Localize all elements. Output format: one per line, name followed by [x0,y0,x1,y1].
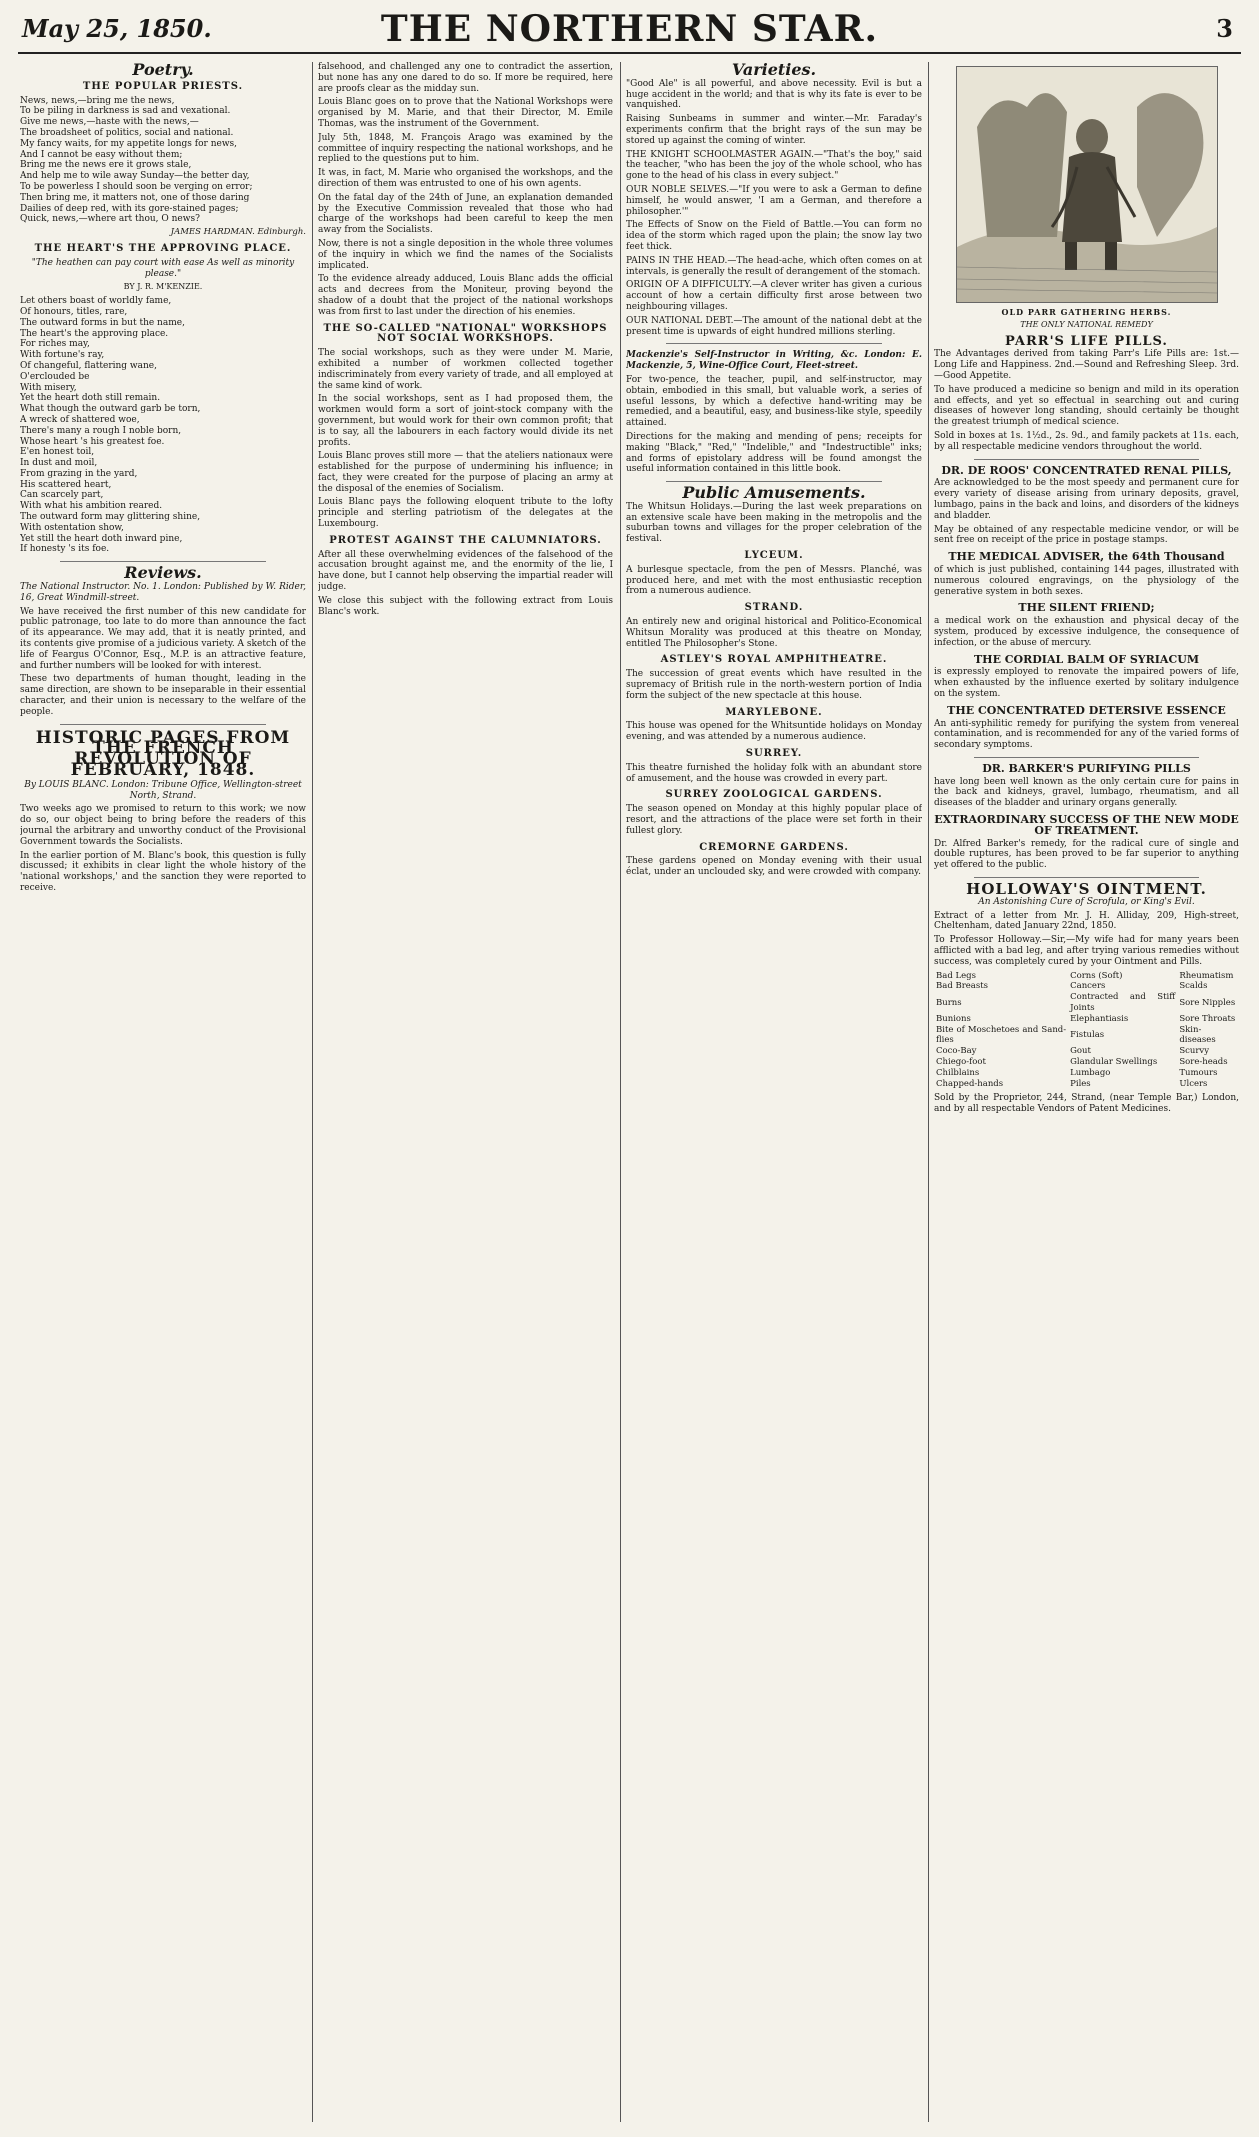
section-separator [666,343,882,344]
ad-title: DR. BARKER'S PURIFYING PILLS [982,761,1191,775]
article-paragraph: Now, there is not a single deposition in the whole three volumes of the inquiry in which we find the names of the Socialists implicated. [318,238,613,271]
ad-title: DR. DE ROOS' CONCENTRATED RENAL PILLS, [941,463,1232,477]
column-4 [934,62,1239,2122]
ad-paragraph: An anti-syphilitic remedy for purifying the system from venereal contamination, and is recommended for any of the varied forms of secondary symptoms. [934,718,1239,751]
poem-title: THE POPULAR PRIESTS. [82,80,244,92]
table-cell: Sore-heads [1179,1057,1228,1068]
amusement-title: CREMORNE GARDENS. [699,841,849,853]
poem-line: With ostentation show, [20,522,124,533]
article-paragraph: July 5th, 1848, M. François Arago was examined by the committee of inquiry respecting the national workshops, and he replied to the questions put to him. [318,132,613,165]
poem-line: For riches may, [20,339,90,350]
section-separator [974,757,1199,758]
article-paragraph: In the earlier portion of M. Blanc's book, this question is fully discussed; it exhibits in clear light the whole history of the 'national workshops,' and the sanction they were reported to receive. [20,850,306,893]
table-cell: Rheumatism [1179,970,1234,981]
table-row [934,981,1239,992]
table-cell: Cancers [1070,981,1106,992]
ad-paragraph: is expressly employed to renovate the impaired powers of life, when exhausted by the influence exerted by solitary indulgence on the system. [934,667,1239,699]
table-cell: Sore Nipples [1179,997,1236,1008]
article-subhead: THE SO-CALLED "NATIONAL" WORKSHOPS NOT SOCIAL WORKSHOPS. [323,322,608,345]
section-separator [666,481,882,482]
poetry-heading: Poetry. [132,62,194,79]
poem-line: The outward forms in but the name, [20,317,185,328]
poem-line: Of honours, titles, rare, [20,306,128,317]
ad-paragraph: May be obtained of any respectable medicine vendor, or will be sent free on receipt of the price in postage stamps. [934,524,1239,546]
table-row [934,971,1239,982]
article-paragraph: It was, in fact, M. Marie who organised the workshops, and the direction of them was entrusted to one of his own agents. [318,168,613,189]
table-cell: Bunions [936,1013,971,1024]
article-paragraph: In the social workshops, sent as I had proposed them, the workmen would form a sort of joint-stock company with the government, but would work for their own common profit; that is to say, all the labourers in each factory would divide its net profits. [318,394,613,448]
table-cell: Chapped-hands [936,1078,1004,1089]
article-paragraph: Louis Blanc goes on to prove that the National Workshops were organised by M. Marie, and that their Director, M. Emile Thomas, was the instrument of the Government. [318,97,613,129]
ad-paragraph: of which is just published, containing 144 pages, illustrated with numerous coloured engravings, on the physiology of the generative system in both sexes. [934,564,1239,597]
article-paragraph: To the evidence already adduced, Louis Blanc adds the official acts and decrees from the Moniteur, proving beyond the shadow of a doubt that the project of the national workshops was from first to last under the direction of his enemies. [318,274,613,317]
table-row [934,1025,1239,1047]
amusement-title: LYCEUM. [744,550,804,562]
amusement-title: SURREY ZOOLOGICAL GARDENS. [665,789,883,801]
poem-line: Can scarcely part, [20,490,104,501]
review-paragraph: For two-pence, the teacher, pupil, and self-instructor, may obtain, embodied in this small, but valuable work, a series of useful lessons, by which a defective hand-writing may be remedied, and a beautiful, easy, and business-like style, speedily attained. [626,374,922,429]
article-body [318,348,613,530]
column-2 [318,62,613,2122]
old-parr-engraving [957,67,1217,302]
poem-line: And help me to wile away Sunday—the better day, [20,171,250,182]
column-divider [312,62,313,2122]
poem-line: The broadsheet of politics, social and national. [20,127,234,138]
table-cell: Chilblains [936,1067,980,1078]
varieties-list [626,79,922,338]
amusement-paragraph: These gardens opened on Monday evening with their usual éclat, under an unclouded sky, and were crowded with company. [626,856,922,878]
table-cell: Tumours [1179,1067,1218,1078]
column-divider [928,62,929,2122]
column-1 [20,62,306,2122]
poem-line: With misery, [20,382,77,393]
poem-line: Dailies of deep red, with its gore-stained pages; [20,203,239,214]
ad-paragraph: Dr. Alfred Barker's remedy, for the radical cure of single and double ruptures, has been proved to be far superior to anything yet offered to the public. [934,838,1239,871]
ad-footer: Sold by the Proprietor, 244, Strand, (near Temple Bar,) London, and by all respectable Vendors of Patent Medicines. [934,1093,1239,1115]
column-3 [626,62,922,2122]
poem-line: Of changeful, flattering wane, [20,360,157,371]
poem-title: THE HEART'S THE APPROVING PLACE. [34,242,292,254]
variety-item: ORIGIN OF A DIFFICULTY.—A clever writer has given a curious account of how a certain difficulty first arose between two neighbouring villages. [626,280,922,312]
poem-line: My fancy waits, for my appetite longs for news, [20,138,238,149]
article-paragraph: After all these overwhelming evidences of the falsehood of the accusation brought against me, and the enormity of the lie, I have done, but I cannot help observing the impartial reader will judge. [318,549,613,593]
table-cell: Glandular Swellings [1070,1057,1158,1068]
poem-line: Let others boast of worldly fame, [20,296,172,307]
table-cell: Ulcers [1179,1078,1208,1089]
ad-title: THE CONCENTRATED DETERSIVE ESSENCE [947,703,1226,717]
page-number: 3 [1216,14,1233,43]
header-rule [18,52,1241,54]
table-cell: Bite of Moschetoes and Sand-flies [936,1024,1067,1046]
table-cell: Skin-diseases [1179,1024,1216,1046]
amusement-paragraph: The Whitsun Holidays.—During the last week preparations on an extensive scale have been making in the metropolis and the suburban towns and villages for the proper celebration of the festival. [626,501,922,545]
section-separator [974,459,1199,460]
poem-line: News, news,—bring me the news, [20,95,175,106]
table-cell: Scalds [1179,981,1208,992]
poem-line: With what his ambition reared. [20,501,163,512]
table-row [934,992,1239,1014]
table-cell: Coco-Bay [936,1046,977,1057]
variety-item: Raising Sunbeams in summer and winter.—Mr. Faraday's experiments confirm that the bright rays of the sun may be stored up against the coming of winter. [626,114,922,146]
variety-item: PAINS IN THE HEAD.—The head-ache, which often comes on at intervals, is generally the result of derangement of the stomach. [626,255,922,277]
poem-line: Quick, news,—where art thou, O news? [20,214,200,225]
poem-line: In dust and moil, [20,458,98,469]
table-cell: Burns [936,997,962,1008]
poem-byline: JAMES HARDMAN. Edinburgh. [170,227,306,238]
ad-subtitle: An Astonishing Cure of Scrofula, or King's Evil. [978,896,1195,907]
ad-paragraph: Sold in boxes at 1s. 1½d., 2s. 9d., and family packets at 11s. each, by all respectable medicine vendors throughout the world. [934,430,1239,452]
poem-line: Yet the heart doth still remain. [20,393,161,404]
table-row [934,1068,1239,1079]
amusement-paragraph: The succession of great events which have resulted in the supremacy of British rule in the north-western portion of India form the subject of the new spectacle at this house. [626,669,922,701]
amusement-paragraph: The season opened on Monday at this highly popular place of resort, and the attractions of the place were set forth in their fullest glory. [626,804,922,836]
reviews-heading: Reviews. [124,563,202,583]
column-divider [620,62,621,2122]
poem-line: Whose heart 's his greatest foe. [20,436,165,447]
review-title: The National Instructor. No. 1. London: Published by W. Rider, 16, Great Windmill-street. [20,582,306,603]
table-cell: Corns (Soft) [1070,970,1123,981]
ad-title: HOLLOWAY'S OINTMENT. [966,880,1207,899]
masthead [0,0,1259,58]
table-cell: Sore Throats [1179,1013,1236,1024]
poem-line: If honesty 's its foe. [20,544,110,555]
amusements-list [626,502,922,878]
amusement-title: SURREY. [745,748,803,760]
poem-line: Give me news,—haste with the news,— [20,117,199,128]
poem-line: And I cannot be easy without them; [20,149,183,160]
table-cell: Gout [1070,1046,1091,1057]
ad-paragraph: a medical work on the exhaustion and physical decay of the system, produced by excessive indulgence, the consequence of infection, or the abuse of mercury. [934,616,1239,648]
ad-title: THE MEDICAL ADVISER, the 64th Thousand [948,550,1225,564]
review-paragraph: We have received the first number of this new candidate for public patronage, too late to do more than announce the fact of its appearance. We may add, that it is neatly printed, and its contents give promise of a judicious variety. A sketch of the life of Feargus O'Connor, Esq., M.P. is an attractive feature, and further numbers will be looked for with interest. [20,606,306,671]
table-cell: Bad Legs [936,970,976,981]
table-cell: Bad Breasts [936,981,989,992]
amusement-title: ASTLEY'S ROYAL AMPHITHEATRE. [660,654,888,666]
amusement-paragraph: This house was opened for the Whitsuntide holidays on Monday evening, and was attended by a numerous audience. [626,721,922,743]
article-paragraph: We close this subject with the following extract from Louis Blanc's work. [318,595,613,617]
table-cell: Chiego-foot [936,1057,986,1068]
article-body [318,550,613,618]
variety-item: "Good Ale" is all powerful, and above necessity. Evil is but a huge accident in the world; and that is why its fate is ever to be vanquished. [626,78,922,111]
variety-item: THE KNIGHT SCHOOLMASTER AGAIN.—"That's the boy," said the teacher, "who has been the joy of the whole school, who has gone to the head of his class in every subject." [626,149,922,182]
article-headline: HISTORIC PAGES FROM THE FRENCH REVOLUTION OF FEBRUARY, 1848. [35,727,291,781]
illustration-label: THE ONLY NATIONAL REMEDY [1020,319,1153,329]
amusement-paragraph: A burlesque spectacle, from the pen of Messrs. Planché, was produced here, and met with the most enthusiastic reception from a numerous audience. [626,564,922,597]
table-row [934,1046,1239,1057]
ad-title: THE SILENT FRIEND; [1018,601,1155,615]
table-row [934,1079,1239,1090]
ad-paragraph: To Professor Holloway.—Sir,—My wife had for many years been afflicted with a bad leg, and after trying various remedies without success, was completely cured by your Ointment and Pills. [934,935,1239,967]
poem-line: Bring me the news ere it grows stale, [20,160,192,171]
poem-line: The outward form may glittering shine, [20,512,201,523]
ad-paragraph: The Advantages derived from taking Parr's Life Pills are: 1st.—Long Life and Happiness. 2nd.—Sound and Refreshing Sleep. 3rd.—Good Appetite. [934,349,1239,381]
poem-epigraph: "The heathen can pay court with ease As well as minority please." [31,257,295,279]
poem-line: The heart's the approving place. [20,328,169,339]
variety-item: The Effects of Snow on the Field of Battle.—You can form no idea of the storm which raged upon the plain; the snow lay two feet thick. [626,220,922,252]
ad-paragraph: Extract of a letter from Mr. J. H. Alliday, 209, High-street, Cheltenham, dated January 22nd, 1850. [934,910,1239,932]
ad-paragraph: have long been well known as the only certain cure for pains in the back and kidneys, gravel, lumbago, rheumatism, and all diseases of the bladder and urinary organs generally. [934,776,1239,809]
article-paragraph: The social workshops, such as they were under M. Marie, exhibited a number of workmen collected together indiscriminately from every variety of trade, and all employed at the same kind of work. [318,348,613,391]
section-separator [974,877,1199,878]
poem-line: His scattered heart, [20,479,112,490]
poem-line: With fortune's ray, [20,350,105,361]
table-cell: Lumbago [1070,1067,1111,1078]
variety-item: OUR NOBLE SELVES.—"If you were to ask a German to define himself, he would answer, 'I am a German, and therefore a philosopher.'" [626,184,922,217]
table-cell: Piles [1070,1078,1091,1089]
poem-line: A wreck of shattered woe, [20,414,140,425]
ad-paragraph: To have produced a medicine so benign and mild in its operation and effects, and yet so effectual in searching out and curing diseases of however long standing, should certainly be thought the greatest triumph of medical science. [934,384,1239,428]
section-separator [60,724,266,725]
amusement-title: STRAND. [744,602,804,614]
ad-title: EXTRAORDINARY SUCCESS OF THE NEW MODE OF TREATMENT. [934,813,1239,837]
article-paragraph: Louis Blanc pays the following eloquent tribute to the lofty principle and sterling patriotism of the delegates at the Luxembourg. [318,497,613,530]
ad-title: PARR'S LIFE PILLS. [1005,333,1168,349]
ad-paragraph: Are acknowledged to be the most speedy and permanent cure for every variety of disease arising from urinary deposits, gravel, lumbago, pains in the back and loins, and disorders of the kidneys and bladder. [934,478,1239,521]
review-title: Mackenzie's Self-Instructor in Writing, &c. London: E. Mackenzie, 5, Wine-Office Court, Fleet-street. [626,350,922,372]
variety-item: OUR NATIONAL DEBT.—The amount of the national debt at the present time is upwards of eight hundred millions sterling. [626,315,922,337]
newspaper-title: THE NORTHERN STAR. [380,8,879,50]
table-cell: Contracted and Stiff Joints [1070,992,1176,1014]
article-paragraph: Louis Blanc proves still more — that the ateliers nationaux were established for the purpose of undermining his influence; in fact, they were created for the purpose of placing an army at the disposal of the enemies of Socialism. [318,451,613,494]
article-paragraph: On the fatal day of the 24th of June, an explanation demanded by the Executive Commission revealed that those who had charge of the workshops had been careful to keep the men away from the Socialists. [318,192,613,236]
poem-author: BY J. R. M'KENZIE. [123,282,203,292]
illustration-caption: OLD PARR GATHERING HERBS. [1001,307,1172,317]
poem-body [20,96,306,226]
table-cell: Fistulas [1070,1030,1105,1041]
article-byline: By LOUIS BLANC. London: Tribune Office, Wellington-street North, Strand. [24,779,302,801]
review-paragraph: These two departments of human thought, leading in the same direction, are shown to be inseparable in their essential character, and their union is necessary to the welfare of the people. [20,674,306,717]
issue-date: May 25, 1850. [22,14,212,43]
poem-line: O'erclouded be [20,371,90,382]
article-subhead: PROTEST AGAINST THE CALUMNIATORS. [329,534,602,546]
review-paragraph: Directions for the making and mending of pens; receipts for making "Black," "Red," "Indelible," and "Indestructible" inks; and forms of epistolary address will be found amongst the useful information contained in this little book. [626,431,922,475]
poem-line: E'en honest toil, [20,447,95,458]
table-row [934,1014,1239,1025]
poem-line: What though the outward garb be torn, [20,404,201,415]
amusement-paragraph: This theatre furnished the holiday folk with an abundant store of amusement, and the house was crowded in every part. [626,762,922,784]
ad-title: THE CORDIAL BALM OF SYRIACUM [974,652,1199,666]
poem-line: There's many a rough I noble born, [20,425,182,436]
poem-line: To be piling in darkness is sad and vexational. [20,106,231,117]
poem-line: Then bring me, it matters not, one of those daring [20,192,250,203]
poem-body [20,296,306,555]
article-paragraph: falsehood, and challenged any one to contradict the assertion, but none has any one dared to do so. If more be required, here are proofs clear as the midday sun. [318,62,613,94]
poem-line: From grazing in the yard, [20,468,138,479]
table-cell: Elephantiasis [1070,1013,1129,1024]
varieties-heading: Varieties. [731,62,817,79]
amusements-heading: Public Amusements. [682,483,866,503]
amusement-title: MARYLEBONE. [725,706,823,718]
table-cell: Scurvy [1179,1046,1210,1057]
poem-line: To be powerless I should soon be verging on error; [20,181,253,192]
ailments-table [934,971,1239,1090]
article-body [318,62,613,318]
poem-line: Yet still the heart doth inward pine, [20,533,183,544]
article-paragraph: Two weeks ago we promised to return to this work; we now do so, our object being to bring before the readers of this journal the arbitrary and unworthy conduct of the Provisional Government towards the Socialists. [20,804,306,847]
table-row [934,1057,1239,1068]
amusement-paragraph: An entirely new and original historical and Politico-Economical Whitsun Morality was produced at this theatre on Monday, entitled The Philosopher's Stone. [626,617,922,649]
section-separator [60,561,266,562]
old-parr-illustration [956,66,1218,303]
